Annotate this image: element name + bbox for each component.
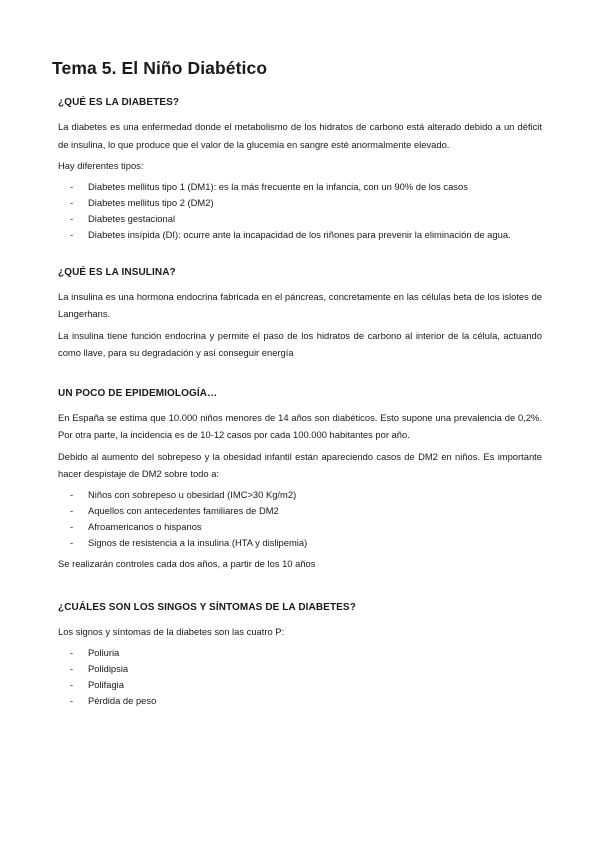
bullet: - xyxy=(70,488,74,500)
bullet: - xyxy=(70,196,74,208)
section-heading: ¿QUÉ ES LA INSULINA? xyxy=(58,266,176,278)
section-epidemiologia xyxy=(58,388,542,573)
bullet: - xyxy=(70,520,74,532)
bullet: - xyxy=(70,228,74,240)
list-item: - Signos de resistencia a la insulina (HTA y dislipemia) xyxy=(58,535,542,551)
list-item: - Polidipsia xyxy=(58,661,542,677)
bullet: - xyxy=(70,504,74,516)
list-item: - Aquellos con antecedentes familiares de DM2 xyxy=(58,503,542,519)
bullet: - xyxy=(70,212,74,224)
bullet: - xyxy=(70,180,74,192)
bullet: - xyxy=(70,646,74,658)
paragraph: Se realizarán controles cada dos años, a partir de los 10 años xyxy=(58,557,316,569)
list-item: - Poliuria xyxy=(58,645,542,661)
list-item: - Diabetes insípida (DI): ocurre ante la incapacidad de los riñones para prevenir la eliminación de agua. xyxy=(58,227,542,243)
list-item: - Diabetes mellitus tipo 2 (DM2) xyxy=(58,195,542,211)
paragraph: La insulina tiene función endocrina y permite el paso de los hidratos de carbono al interior de la célula, actuando como llave, para su degradación y así conseguir energía xyxy=(58,329,542,358)
list-item: - Pérdida de peso xyxy=(58,693,542,709)
section-signos xyxy=(58,602,542,709)
bullet: - xyxy=(70,694,74,706)
paragraph: Los signos y síntomas de la diabetes son las cuatro P: xyxy=(58,626,285,637)
list-item: - Afroamericanos o hispanos xyxy=(58,519,542,535)
list xyxy=(58,645,542,709)
list-item: - Diabetes gestacional xyxy=(58,211,542,227)
list-item: - Polifagia xyxy=(58,677,542,693)
list xyxy=(58,487,542,551)
paragraph: En España se estima que 10.000 niños menores de 14 años son diabéticos. Esto supone una prevalencia de 0,2%. Por otra parte, la incidencia es de 10-12 casos por cada 100.000 habitantes por año. xyxy=(58,411,542,440)
bullet: - xyxy=(70,662,74,674)
section-diabetes xyxy=(58,97,542,243)
paragraph: Hay diferentes tipos: xyxy=(58,160,144,171)
bullet: - xyxy=(70,678,74,690)
list-item: - Diabetes mellitus tipo 1 (DM1): es la más frecuente en la infancia, con un 90% de los casos xyxy=(58,179,542,195)
list xyxy=(58,179,542,243)
list-item: - Niños con sobrepeso u obesidad (IMC>30 Kg/m2) xyxy=(58,487,542,503)
paragraph: La insulina es una hormona endocrina fabricada en el páncreas, concretamente en las células beta de los islotes de Langerhans. xyxy=(58,290,542,319)
section-heading: ¿CUÁLES SON LOS SINGOS Y SÍNTOMAS DE LA DIABETES? xyxy=(58,602,356,613)
section-insulina xyxy=(58,267,542,362)
paragraph: Debido al aumento del sobrepeso y la obesidad infantil están apareciendo casos de DM2 en niños. Es importante hacer despistaje de DM2 sobre todo a: xyxy=(58,450,542,479)
section-heading: ¿QUÉ ES LA DIABETES? xyxy=(58,97,180,108)
paragraph: La diabetes es una enfermedad donde el metabolismo de los hidratos de carbono está alterado debido a un déficit de insulina, lo que produce que el valor de la glucemia en sangre esté anormalmente elevado. xyxy=(58,121,542,150)
page-title: Tema 5. El Niño Diabético xyxy=(52,58,268,78)
section-heading: UN POCO DE EPIDEMIOLOGÍA… xyxy=(58,387,218,399)
bullet: - xyxy=(70,536,74,548)
